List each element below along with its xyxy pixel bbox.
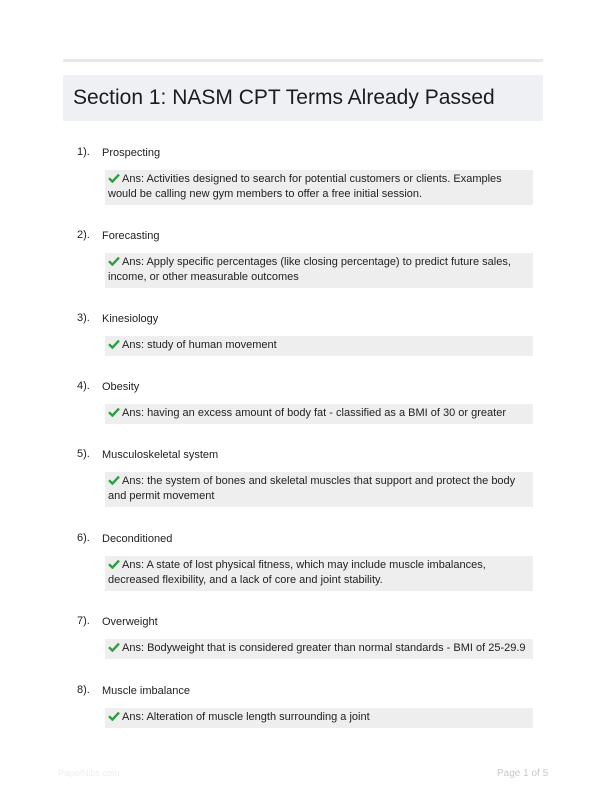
answer-box [105,472,533,507]
answer-box [105,556,533,591]
section-header [63,75,543,121]
checkmark-icon [108,407,120,417]
item-number: 5). [77,448,90,460]
item-term: Musculoskeletal system [102,449,219,461]
item-term: Obesity [102,381,140,393]
item-term: Prospecting [102,147,161,159]
item-number: 7). [77,615,90,627]
page-number: Page 1 of 5 [497,768,549,779]
answer-box [105,170,533,205]
item-number: 4). [77,380,90,392]
section-title: Section 1: NASM CPT Terms Already Passed [73,86,495,109]
answer-box [105,404,533,424]
item-term: Kinesiology [102,313,159,325]
item-number: 3). [77,312,90,324]
answer-text: Ans: study of human movement [122,339,277,351]
answer-box [105,639,533,659]
item-term: Overweight [102,616,158,628]
checkmark-icon [108,559,120,569]
answer-box [105,336,533,356]
item-term: Muscle imbalance [102,685,191,697]
watermark-text: PaperNibs.com [58,768,120,778]
answer-box [105,708,533,728]
answer-text: Ans: Activities designed to search for potential customers or clients. Examples would be calling new gym members to offer a free initial session. [108,173,502,200]
checkmark-icon [108,339,120,349]
checkmark-icon [108,711,120,721]
checkmark-icon [108,475,120,485]
top-divider [63,59,543,62]
answer-text: Ans: Bodyweight that is considered greater than normal standards - BMI of 25-29.9 [122,642,526,654]
item-number: 6). [77,532,90,544]
item-number: 8). [77,684,90,696]
checkmark-icon [108,256,120,266]
answer-text: Ans: Alteration of muscle length surrounding a joint [122,711,370,723]
checkmark-icon [108,173,120,183]
item-term: Deconditioned [102,533,173,545]
answer-text: Ans: A state of lost physical fitness, which may include muscle imbalances, decreased flexibility, and a lack of core and joint stability. [108,559,486,586]
item-term: Forecasting [102,230,160,242]
answer-text: Ans: the system of bones and skeletal muscles that support and protect the body and permit movement [108,475,516,502]
checkmark-icon [108,642,120,652]
item-number: 2). [77,229,90,241]
answer-box [105,253,533,288]
item-number: 1). [77,146,90,158]
answer-text: Ans: Apply specific percentages (like closing percentage) to predict future sales, income, or other measurable outcomes [108,256,511,283]
answer-text: Ans: having an excess amount of body fat - classified as a BMI of 30 or greater [122,407,506,419]
